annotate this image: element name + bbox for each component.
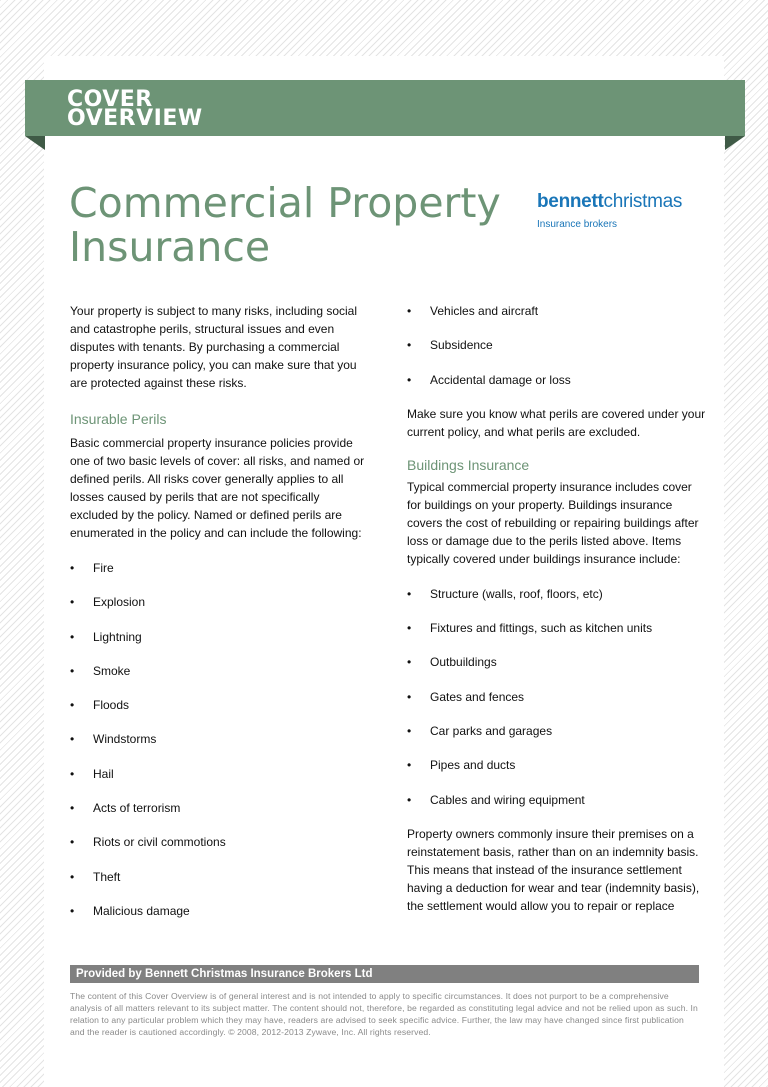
list-item: • Floods: [70, 696, 370, 730]
insurable-perils-heading: Insurable Perils: [70, 411, 167, 427]
list-item: • Gates and fences: [407, 688, 707, 722]
make-sure-paragraph: Make sure you know what perils are covered under your current policy, and what perils are excluded.: [407, 406, 706, 439]
logo-name-light: christmas: [603, 191, 683, 212]
perils-list: [70, 559, 370, 936]
disclaimer-text: The content of this Cover Overview is of general interest and is not intended to apply to specific circumstances. It does not purport to be a comprehensive analysis of all matters relevant to its subject matter. The content should not, therefore, be regarded as constituting legal advice and not be relied upon as such. In relation to any particular problem which they may have, readers are advised to seek specific advice. Further, the law may have changed since first publication and the reader is cautioned accordingly. © 2008, 2012-2013 Zywave, Inc. All rights reserved.: [70, 991, 698, 1037]
cover-overview-brand: [67, 87, 203, 131]
banner-fold-left: [25, 136, 45, 150]
list-item: • Accidental damage or loss: [407, 371, 707, 405]
list-item: • Pipes and ducts: [407, 756, 707, 790]
company-logo: [537, 191, 682, 230]
list-item: • Windstorms: [70, 730, 370, 764]
list-item: • Structure (walls, roof, floors, etc): [407, 585, 707, 619]
title-line2: Insurance: [69, 223, 271, 271]
logo-name: [537, 191, 682, 213]
list-item: • Subsidence: [407, 336, 707, 370]
banner-fold-right: [725, 136, 745, 150]
list-item: • Outbuildings: [407, 653, 707, 687]
list-item: • Theft: [70, 868, 370, 902]
list-item: • Smoke: [70, 662, 370, 696]
intro-paragraph: Your property is subject to many risks, including social and catastrophe perils, structural issues and even disputes with tenants. By purchasing a commercial property insurance policy, you can make sure that you are protected against these risks.: [70, 304, 358, 390]
perils-list-continued: [407, 302, 707, 405]
right-column: [407, 302, 707, 915]
perils-paragraph: Basic commercial property insurance policies provide one of two basic levels of cover: all risks, and named or defined perils. All risks cover generally applies to all losses caused by perils that are not specifically excluded by the policy. Named or defined perils are enumerated in the policy and can include the following:: [70, 436, 365, 540]
left-column: [70, 302, 370, 936]
title-line1: Commercial Property: [69, 179, 501, 227]
list-item: • Fire: [70, 559, 370, 593]
list-item: • Car parks and garages: [407, 722, 707, 756]
list-item: • Acts of terrorism: [70, 799, 370, 833]
list-item: • Riots or civil commotions: [70, 833, 370, 867]
brand-line1: COVER: [67, 87, 153, 112]
list-item: • Fixtures and fittings, such as kitchen units: [407, 619, 707, 653]
list-item: • Hail: [70, 765, 370, 799]
logo-tagline: Insurance brokers: [537, 219, 618, 230]
buildings-paragraph: Typical commercial property insurance includes cover for buildings on your property. Buildings insurance covers the cost of rebuilding or repairing buildings after loss or damage due to the perils listed above. Items typically covered under buildings insurance include:: [407, 479, 699, 566]
owners-paragraph: Property owners commonly insure their premises on a reinstatement basis, rather than on an indemnity basis. This means that instead of the insurance settlement having a deduction for wear and tear (indemnity basis), the settlement would allow you to repair or replace: [407, 826, 700, 913]
list-item: • Explosion: [70, 593, 370, 627]
list-item: • Malicious damage: [70, 902, 370, 936]
page-title: [69, 181, 509, 269]
buildings-insurance-heading: Buildings Insurance: [407, 456, 530, 473]
brand-line2: OVERVIEW: [67, 106, 203, 131]
list-item: • Lightning: [70, 628, 370, 662]
list-item: • Vehicles and aircraft: [407, 302, 707, 336]
logo-name-bold: bennett: [537, 191, 604, 212]
list-item: • Cables and wiring equipment: [407, 791, 707, 825]
provided-by-bar: Provided by Bennett Christmas Insurance Brokers Ltd: [70, 965, 699, 983]
buildings-items-list: [407, 585, 707, 825]
